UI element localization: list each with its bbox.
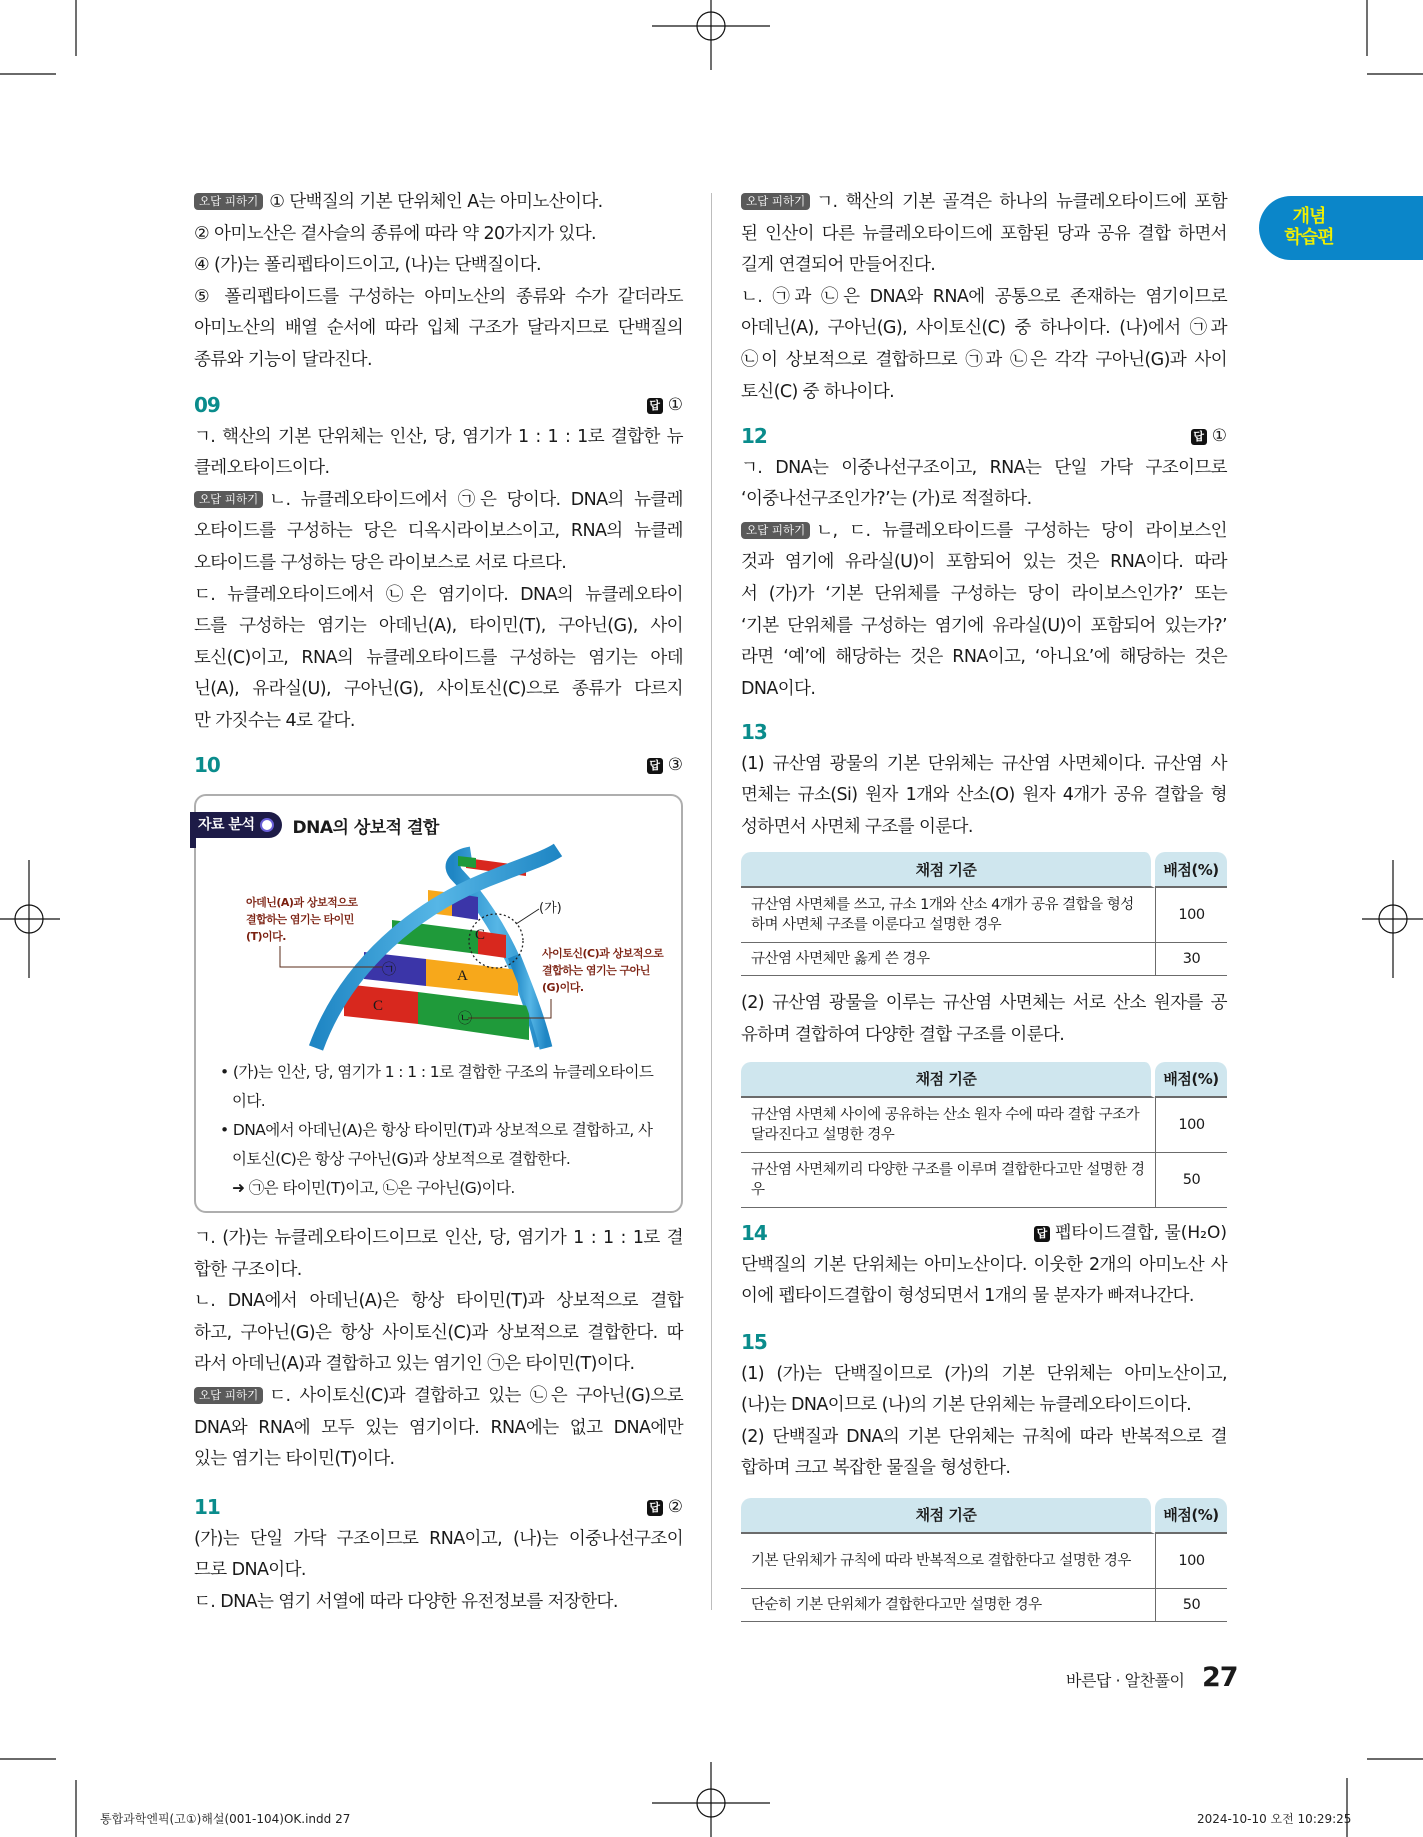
text-line (741, 516, 1227, 548)
text-line-content: ㄱ. (가)는 뉴클레오타이드이므로 인산, 당, 염기가 1 : 1 : 1로 결 (194, 1228, 683, 1248)
text-line (194, 219, 683, 251)
text-line (194, 674, 683, 706)
wrong-answer-badge: 오답 피하기 (194, 491, 263, 508)
text-line-content: 이에 펩타이드결합이 형성되면서 1개의 물 분자가 빠져나간다. (741, 1286, 1194, 1307)
text-line (741, 219, 1227, 251)
text-line-content: 된 인산이 다른 뉴클레오타이드에 포함된 당과 공유 결합 하면서 (741, 223, 1227, 244)
scoring-table-2 (741, 1062, 1227, 1208)
text-line-content: 토신(C)이고, RNA의 뉴클레오타이드를 구성하는 염기는 아데 (194, 647, 683, 668)
left-intro (194, 187, 683, 377)
text-line (194, 516, 683, 548)
text-line-content: (나)는 DNA이므로 (나)의 기본 단위체는 뉴클레오타이드이다. (741, 1395, 1192, 1416)
right-intro (741, 187, 1227, 408)
text-line (194, 1223, 683, 1255)
table-header: 배점(%) (1155, 852, 1227, 888)
text-line (741, 1453, 1227, 1485)
table-row (741, 1153, 1227, 1208)
badge-text: 자료 분석 (198, 817, 255, 833)
text-line-content: ㄴ. 뉴클레오타이드에서 ㉠은 당이다. DNA의 뉴클레 (269, 489, 683, 510)
score-cell: 100 (1155, 1098, 1227, 1153)
text-line-content: 합한 구조이다. (194, 1259, 302, 1280)
criterion-cell: 규산염 사면체 사이에 공유하는 산소 원자 수에 따라 결합 구조가 달라진다고 설명한 경우 (741, 1098, 1155, 1153)
text-line-content: ㄴ, ㄷ. 뉴클레오타이드를 구성하는 당이 라이보스인 (816, 520, 1227, 541)
text-line (741, 674, 1227, 706)
rung-label-t: ㉠ (382, 962, 396, 978)
question-14 (741, 1218, 1227, 1313)
text-line (741, 579, 1227, 611)
text-line (194, 643, 683, 675)
text-line-content: 아데닌(A), 구아닌(G), 사이토신(C) 중 하나이다. (나)에서 ㉠과 (741, 318, 1227, 339)
text-line-content: ㄴ. ㉠과 ㉡은 DNA와 RNA에 공통으로 존재하는 염기이므로 (741, 286, 1227, 307)
criterion-cell: 규산염 사면체를 쓰고, 규소 1개와 산소 4개가 공유 결합을 형성하며 사면체 구조를 이룬다고 설명한 경우 (741, 888, 1155, 943)
text-line-content: (1) 규산염 광물의 기본 단위체는 규산염 사면체이다. 규산염 사 (741, 753, 1227, 774)
table-header: 배점(%) (1155, 1498, 1227, 1534)
text-line (741, 1250, 1227, 1282)
text-line (741, 313, 1227, 345)
footer-label: 바른답 · 알찬풀이 (1066, 1671, 1185, 1690)
text-line (741, 1281, 1227, 1313)
label-line: 결합하는 염기는 구아닌 (542, 964, 650, 977)
question-11-body (194, 1524, 683, 1619)
scoring-table-3 (741, 1498, 1227, 1622)
text-line (194, 1255, 683, 1287)
text-line-content: 라서 아데닌(A)과 결합하고 있는 염기인 ㉠은 타이민(T)이다. (194, 1354, 635, 1375)
text-line-content: 것과 염기에 유라실(U)이 포함되어 있는 것은 RNA이다. 따라 (741, 552, 1227, 573)
text-line (194, 706, 683, 738)
score-cell: 100 (1155, 888, 1227, 943)
text-line (194, 453, 683, 485)
text-line-content: 성하면서 사면체 구조를 이룬다. (741, 816, 973, 837)
text-line-content: ㄷ. DNA는 염기 서열에 따라 다양한 유전정보를 저장한다. (194, 1591, 618, 1612)
question-13-part1 (741, 749, 1227, 844)
slug-filename: 통합과학엔픽(고①)해설(001-104)OK.indd 27 (100, 1812, 351, 1826)
text-line (741, 1359, 1227, 1391)
bullet-item: • (가)는 인산, 당, 염기가 1 : 1 : 1로 결합한 구조의 뉴클레오타이드이다. (220, 1063, 654, 1110)
text-line-content: 클레오타이드이다. (194, 458, 330, 479)
text-line (194, 1381, 683, 1413)
text-line (194, 187, 683, 219)
text-line-content: ④ (가)는 폴리펩타이드이고, (나)는 단백질이다. (194, 255, 541, 276)
wrong-answer-badge: 오답 피하기 (194, 1387, 263, 1404)
answer-value: ① (667, 395, 683, 415)
text-line (741, 250, 1227, 282)
rung-green-g (418, 992, 529, 1040)
box-bullets (216, 1058, 666, 1203)
label-line: 사이토신(C)과 상보적으로 (542, 947, 664, 960)
text-line (741, 988, 1227, 1020)
table-row (741, 888, 1227, 943)
text-line (194, 1444, 683, 1476)
answer (647, 390, 683, 422)
text-line (194, 282, 683, 314)
table-row (741, 1589, 1227, 1622)
rung-label-a: A (457, 968, 468, 984)
text-line-content: ㄴ. DNA에서 아데닌(A)은 항상 타이민(T)과 상보적으로 결합 (194, 1291, 683, 1312)
bullet-item: • DNA에서 아데닌(A)은 항상 타이민(T)과 상보적으로 결합하고, 사이토신(C)은 항상 구아닌(G)과 상보적으로 결합한다. (220, 1121, 653, 1168)
text-line-content: 길게 연결되어 만들어진다. (741, 255, 936, 276)
answer-icon: 답 (1034, 1226, 1050, 1242)
label-ga: (가) (539, 901, 562, 916)
text-line-content: 있는 염기는 타이민(T)이다. (194, 1449, 395, 1470)
answer (1034, 1218, 1227, 1250)
rung-label-g: ㉡ (458, 1011, 472, 1027)
score-cell: 100 (1155, 1534, 1227, 1589)
score-cell: 30 (1155, 943, 1227, 976)
criterion-cell: 단순히 기본 단위체가 결합한다고만 설명한 경우 (741, 1589, 1155, 1622)
text-line (194, 345, 683, 377)
table-header: 배점(%) (1155, 1062, 1227, 1098)
table-row (741, 1098, 1227, 1153)
data-analysis-box (194, 794, 683, 1213)
text-line (741, 345, 1227, 377)
answer-value: ① (1211, 426, 1227, 446)
question-12 (741, 421, 1227, 705)
text-line (741, 187, 1227, 219)
text-line-content: (가)는 단일 가닥 구조이므로 RNA이고, (나)는 이중나선구조이 (194, 1528, 683, 1549)
question-13 (741, 717, 1227, 1208)
scoring-table-1 (741, 852, 1227, 976)
wrong-answer-badge: 오답 피하기 (741, 522, 810, 539)
text-line (194, 1587, 683, 1619)
rung-label-c-top: C (475, 927, 486, 943)
question-number: 12 (741, 424, 767, 448)
wrong-answer-badge: 오답 피하기 (741, 193, 810, 210)
table-row (741, 1534, 1227, 1589)
text-line-content: 므로 DNA이다. (194, 1560, 306, 1581)
text-line (741, 642, 1227, 674)
text-line-content: 종류와 기능이 달라진다. (194, 349, 372, 370)
text-line (741, 812, 1227, 844)
label-left-adenine (246, 894, 358, 945)
rung-orange-a (426, 959, 518, 996)
text-line (741, 780, 1227, 812)
text-line (194, 313, 683, 345)
text-line-content: ㉡이 상보적으로 결합하므로 ㉠과 ㉡은 각각 구아닌(G)과 사이 (741, 349, 1227, 370)
text-line (194, 580, 683, 612)
section-tab (1259, 196, 1423, 260)
question-number: 15 (741, 1330, 767, 1354)
text-line-content: ‘기본 단위체를 구성하는 염기에 유라실(U)이 포함되어 있는가?’ (741, 615, 1227, 636)
text-line-content: ㄷ. 사이토신(C)과 결합하고 있는 ㉡은 구아닌(G)으로 (269, 1385, 683, 1406)
question-09-body (194, 422, 683, 738)
criterion-cell: 규산염 사면체끼리 다양한 구조를 이루며 결합한다고만 설명한 경우 (741, 1153, 1155, 1208)
label-line: (T)이다. (246, 930, 286, 943)
text-line (741, 282, 1227, 314)
text-line-content: ‘이중나선구조인가?’는 (가)로 적절하다. (741, 489, 1032, 510)
question-14-body (741, 1250, 1227, 1313)
text-line-content: 만 가짓수는 4로 같다. (194, 710, 355, 731)
answer-icon: 답 (647, 1500, 663, 1516)
text-line (194, 485, 683, 517)
table-row (741, 943, 1227, 976)
answer-icon: 답 (1191, 429, 1207, 445)
text-line (194, 1413, 683, 1445)
text-line-content: DNA와 RNA에 모두 있는 염기이다. RNA에는 없고 DNA에만 (194, 1417, 683, 1438)
question-15 (741, 1327, 1227, 1622)
text-line-content: ㄷ. 뉴클레오타이드에서 ㉡은 염기이다. DNA의 뉴클레오타이 (194, 584, 683, 605)
text-line (741, 453, 1227, 485)
text-line-content: 토신(C) 중 하나이다. (741, 381, 895, 402)
text-line-content: (1) (가)는 단백질이므로 (가)의 기본 단위체는 아미노산이고, (741, 1363, 1227, 1384)
label-right-cytosine (542, 945, 663, 996)
text-line (194, 1524, 683, 1556)
criterion-cell: 기본 단위체가 규칙에 따라 반복적으로 결합한다고 설명한 경우 (741, 1534, 1155, 1589)
text-line (194, 422, 683, 454)
answer-value: ③ (667, 755, 683, 775)
section-tab-line1: 개념 (1292, 206, 1326, 227)
column-divider (711, 193, 712, 1610)
table-header: 채점 기준 (741, 1498, 1155, 1534)
criterion-cell: 규산염 사면체만 옳게 쓴 경우 (741, 943, 1155, 976)
question-12-body (741, 453, 1227, 706)
text-line (741, 377, 1227, 409)
text-line (194, 250, 683, 282)
text-line-content: 하고, 구아닌(G)은 항상 사이토신(C)과 상보적으로 결합한다. 따 (194, 1322, 683, 1343)
text-line (741, 1422, 1227, 1454)
text-line-content: 서 (가)가 ‘기본 단위체를 구성하는 당이 라이보스인가?’ 또는 (741, 583, 1227, 604)
text-line-content: ㄱ. 핵산의 기본 단위체는 인산, 당, 염기가 1 : 1 : 1로 결합한 뉴 (194, 426, 683, 447)
answer (647, 750, 683, 782)
text-line-content: 라면 ‘예’에 해당하는 것은 RNA이고, ‘아니요’에 해당하는 것은 (741, 647, 1227, 668)
text-line (741, 611, 1227, 643)
page-number: 27 (1202, 1662, 1238, 1693)
text-line-content: 오타이드를 구성하는 당은 라이보스로 서로 다르다. (194, 552, 567, 573)
answer-icon: 답 (647, 758, 663, 774)
question-15-body (741, 1359, 1227, 1485)
text-line-content: (2) 단백질과 DNA의 기본 단위체는 규칙에 따라 반복적으로 결 (741, 1426, 1227, 1447)
text-line (194, 548, 683, 580)
text-line-content: 유하며 결합하여 다양한 결합 구조를 이룬다. (741, 1024, 1065, 1045)
text-line-content: 닌(A), 유라실(U), 구아닌(G), 사이토신(C)으로 종류가 다르지 (194, 679, 683, 700)
section-tab-line2: 학습편 (1284, 227, 1334, 248)
text-line (194, 1555, 683, 1587)
question-number: 09 (194, 393, 220, 417)
text-line (194, 1349, 683, 1381)
text-line-content: ㄱ. DNA는 이중나선구조이고, RNA는 단일 가닥 구조이므로 (741, 457, 1227, 478)
text-line-content: 드를 구성하는 염기는 아데닌(A), 타이민(T), 구아닌(G), 사이 (194, 616, 683, 637)
text-line (741, 1020, 1227, 1052)
question-number: 13 (741, 720, 767, 744)
answer (647, 1492, 683, 1524)
question-number: 10 (194, 753, 220, 777)
answer-value: 펩타이드결합, 물(H₂O) (1054, 1223, 1227, 1243)
question-10-heading (194, 750, 683, 782)
slug-date: 2024-10-10 오전 10:29:25 (1197, 1812, 1352, 1826)
text-line-content: 오타이드를 구성하는 당은 디옥시라이보스이고, RNA의 뉴클레 (194, 521, 683, 542)
question-11 (194, 1492, 683, 1618)
answer-icon: 답 (647, 398, 663, 414)
text-line-content: 합하며 크고 복잡한 물질을 형성한다. (741, 1458, 1011, 1479)
text-line-content: ⑤ 폴리펩타이드를 구성하는 아미노산의 종류와 수가 같더라도 (194, 286, 683, 307)
score-cell: 50 (1155, 1589, 1227, 1622)
text-line-content: ㄱ. 핵산의 기본 골격은 하나의 뉴클레오타이드에 포함 (816, 192, 1227, 212)
score-cell: 50 (1155, 1153, 1227, 1208)
label-line: 아데닌(A)과 상보적으로 (246, 896, 358, 909)
text-line (741, 1390, 1227, 1422)
table-header: 채점 기준 (741, 852, 1155, 888)
rung-label-c-bottom: C (373, 998, 384, 1014)
text-line (194, 1318, 683, 1350)
text-line-content: 면체는 규소(Si) 원자 1개와 산소(O) 원자 4개가 공유 결합을 형 (741, 785, 1227, 806)
text-line-content: (2) 규산염 광물을 이루는 규산염 사면체는 서로 산소 원자를 공 (741, 993, 1227, 1014)
text-line (194, 1286, 683, 1318)
question-number: 14 (741, 1221, 767, 1245)
label-line: (G)이다. (542, 981, 584, 994)
text-line-content: 단백질의 기본 단위체는 아미노산이다. 이웃한 2개의 아미노산 사 (741, 1254, 1227, 1275)
question-09 (194, 390, 683, 738)
text-line (741, 484, 1227, 516)
text-line-content: ① 단백질의 기본 단위체인 A는 아미노산이다. (269, 192, 603, 212)
box-title: DNA의 상보적 결합 (292, 817, 439, 838)
text-line (194, 611, 683, 643)
text-line (741, 547, 1227, 579)
answer (1191, 421, 1227, 453)
text-line-content: ② 아미노산은 곁사슬의 종류에 따라 약 20가지가 있다. (194, 223, 596, 244)
box-conclusion: ➜ ㉠은 타이민(T)이고, ㉡은 구아닌(G)이다. (232, 1179, 515, 1197)
table-header: 채점 기준 (741, 1062, 1155, 1098)
text-line (741, 749, 1227, 781)
question-10-body (194, 1223, 683, 1476)
answer-value: ② (667, 1497, 683, 1517)
text-line-content: 아미노산의 배열 순서에 따라 입체 구조가 달라지므로 단백질의 (194, 318, 683, 339)
text-line-content: DNA이다. (741, 678, 816, 699)
label-line: 결합하는 염기는 타이민 (246, 913, 354, 926)
question-13-part2 (741, 988, 1227, 1051)
wrong-answer-badge: 오답 피하기 (194, 193, 263, 210)
question-number: 11 (194, 1495, 220, 1519)
